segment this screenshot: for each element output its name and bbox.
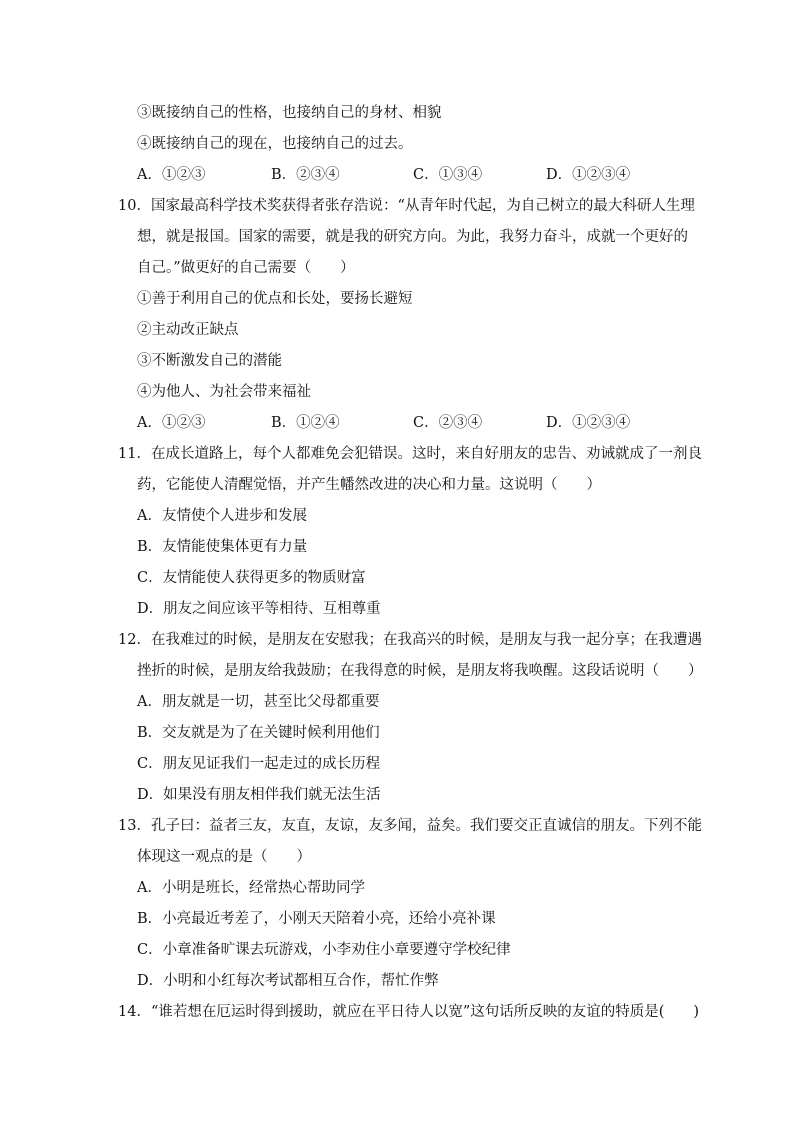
q10-item-2: ②主动改正缺点: [137, 322, 239, 338]
q11-stem-line-1: 11．在成长道路上，每个人都难免会犯错误。这时，来自好朋友的忠告、劝诫就成了一剂良: [118, 446, 702, 462]
q10-item-4: ④为他人、为社会带来福祉: [137, 384, 311, 400]
q9-item-3: ③既接纳自己的性格，也接纳自己的身材、相貌: [137, 105, 442, 121]
q9-choice-c: C．①③④: [413, 167, 483, 183]
q9-choices: [0, 160, 794, 191]
question-10: [0, 191, 794, 439]
question-14: [0, 997, 794, 1028]
q11-option-a: A．友情使个人进步和发展: [137, 508, 307, 524]
q11-option-b: B．友情能使集体更有力量: [137, 539, 308, 555]
q12-stem-line-1: 12．在我难过的时候，是朋友在安慰我；在我高兴的时候，是朋友与我一起分享；在我遭遇: [118, 632, 702, 648]
q10-item-3: ③不断激发自己的潜能: [137, 353, 282, 369]
q11-option-c: C．友情能使人获得更多的物质财富: [137, 570, 366, 586]
q11-option-d: D．朋友之间应该平等相待、互相尊重: [137, 601, 381, 617]
q10-choices: [0, 408, 794, 439]
q13-stem-line-2: 体现这一观点的是（ ）: [137, 849, 311, 865]
q12-stem-line-2: 挫折的时候，是朋友给我鼓励；在我得意的时候，是朋友将我唤醒。这段话说明（ ）: [137, 663, 703, 679]
q13-option-c: C．小章准备旷课去玩游戏，小李劝住小章要遵守学校纪律: [137, 942, 511, 958]
question-9: [0, 98, 794, 191]
question-13: [0, 811, 794, 997]
question-11: [0, 439, 794, 625]
exam-page: [0, 98, 794, 1028]
q9-item-4: ④既接纳自己的现在，也接纳自己的过去。: [137, 136, 413, 152]
q12-option-a: A．朋友就是一切，甚至比父母都重要: [137, 694, 380, 710]
q9-choice-b: B．②③④: [271, 167, 340, 183]
q12-option-b: B．交友就是为了在关键时候利用他们: [137, 725, 380, 741]
q10-choice-d: D．①②③④: [546, 415, 631, 431]
q10-item-1: ①善于利用自己的优点和长处，要扬长避短: [137, 291, 413, 307]
q9-choice-d: D．①②③④: [546, 167, 631, 183]
q9-choice-a: A．①②③: [137, 167, 206, 183]
q10-choice-a: A．①②③: [137, 415, 206, 431]
q14-stem-line-1: 14．“谁若想在厄运时得到援助，就应在平日待人以宽”这句话所反映的友谊的特质是( ): [118, 1004, 700, 1020]
q10-choice-b: B．①②④: [271, 415, 340, 431]
q10-stem-line-3: 自己。”做更好的自己需要（ ）: [137, 260, 355, 276]
q10-stem-line-1: 10．国家最高科学技术奖获得者张存浩说：“从青年时代起，为自己树立的最大科研人生理: [118, 198, 695, 214]
q11-stem-line-2: 药，它能使人清醒觉悟，并产生幡然改进的决心和力量。这说明（ ）: [137, 477, 601, 493]
question-12: [0, 625, 794, 811]
q12-option-d: D．如果没有朋友相伴我们就无法生活: [137, 787, 381, 803]
q13-stem-line-1: 13．孔子曰：益者三友，友直，友谅，友多闻，益矣。我们要交正直诚信的朋友。下列不能: [118, 818, 702, 834]
q13-option-d: D．小明和小红每次考试都相互合作，帮忙作弊: [137, 973, 439, 989]
q10-stem-line-2: 想，就是报国。国家的需要，就是我的研究方向。为此，我努力奋斗，成就一个更好的: [137, 229, 688, 245]
q12-option-c: C．朋友见证我们一起走过的成长历程: [137, 756, 381, 772]
q13-option-b: B．小亮最近考差了，小刚天天陪着小亮，还给小亮补课: [137, 911, 496, 927]
q13-option-a: A．小明是班长，经常热心帮助同学: [137, 880, 365, 896]
q10-choice-c: C．②③④: [413, 415, 483, 431]
